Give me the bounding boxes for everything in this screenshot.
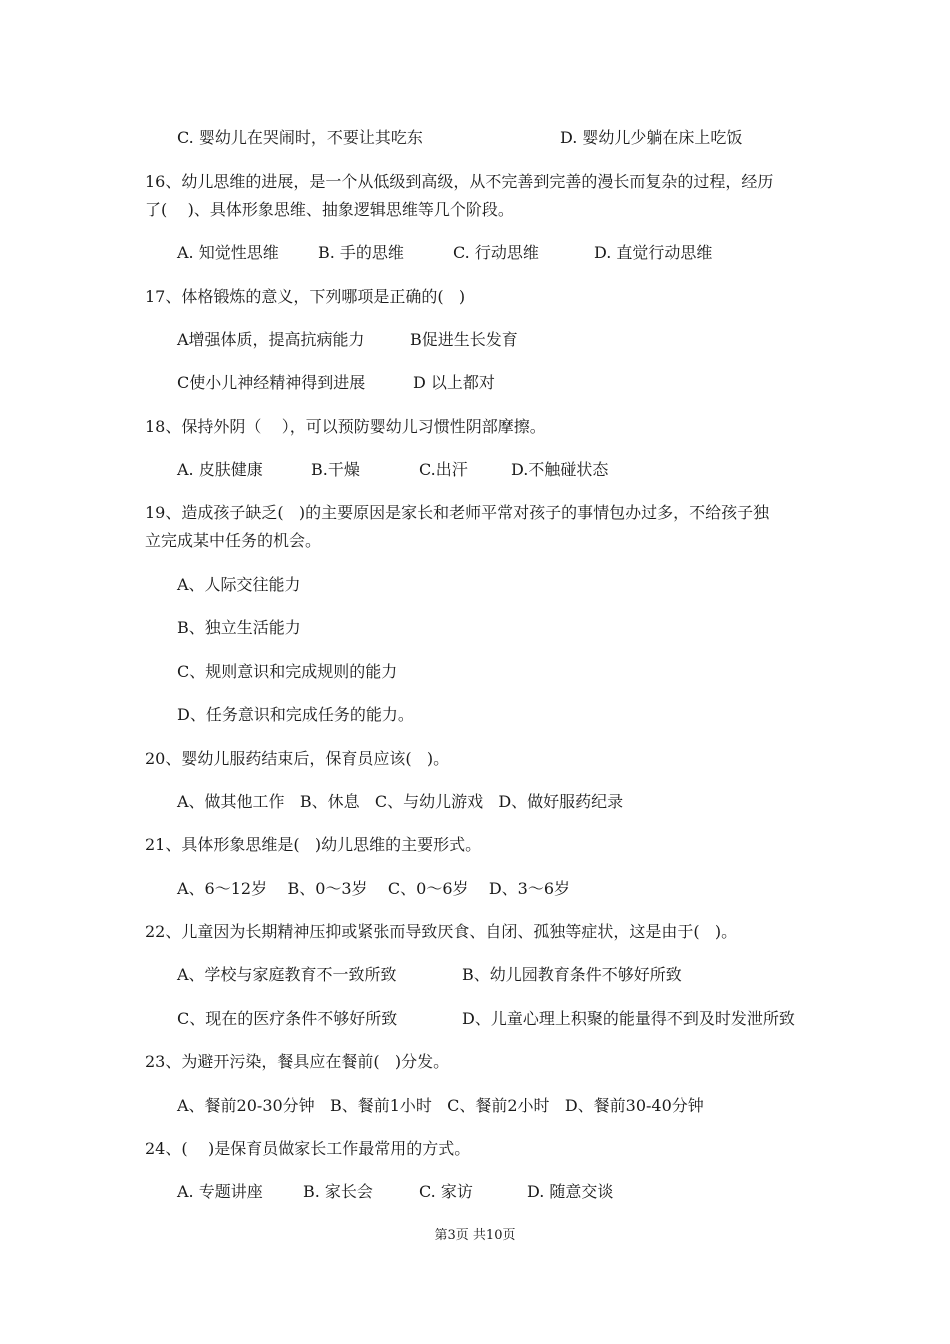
- text-line: B. 家长会: [303, 1182, 373, 1201]
- text-line: 16、幼儿思维的进展，是一个从低级到高级，从不完善到完善的漫长而复杂的过程，经历: [145, 172, 774, 191]
- text-line: C.出汗: [419, 460, 468, 479]
- text-line: C. 行动思维: [453, 243, 539, 262]
- text-line: 22、儿童因为长期精神压抑或紧张而导致厌食、自闭、孤独等症状，这是由于( )。: [145, 922, 738, 941]
- text-line: A. 皮肤健康: [177, 460, 263, 479]
- text-line: B、独立生活能力: [177, 618, 301, 637]
- page-footer: 第3页 共10页: [434, 1228, 516, 1243]
- text-line: C. 家访: [419, 1182, 473, 1201]
- text-line: A、餐前20-30分钟 B、餐前1小时 C、餐前2小时 D、餐前30-40分钟: [177, 1096, 704, 1115]
- text-line: D、儿童心理上积聚的能量得不到及时发泄所致: [462, 1009, 795, 1028]
- text-line: 23、为避开污染，餐具应在餐前( )分发。: [145, 1052, 450, 1071]
- text-line: A、做其他工作 B、休息 C、与幼儿游戏 D、做好服药纪录: [177, 792, 624, 811]
- text-line: C、规则意识和完成规则的能力: [177, 662, 398, 681]
- text-line: B、幼儿园教育条件不够好所致: [462, 965, 682, 984]
- text-line: B促进生长发育: [410, 330, 518, 349]
- text-line: C、现在的医疗条件不够好所致: [177, 1009, 398, 1028]
- text-line: C使小儿神经精神得到进展: [177, 373, 366, 392]
- text-line: A. 专题讲座: [177, 1182, 263, 1201]
- text-line: 18、保持外阴（ ），可以预防婴幼儿习惯性阴部摩擦。: [145, 417, 546, 436]
- text-line: A、学校与家庭教育不一致所致: [177, 965, 397, 984]
- text-line: B. 手的思维: [318, 243, 404, 262]
- text-line: 17、体格锻炼的意义，下列哪项是正确的( ): [145, 287, 466, 306]
- text-line: 24、( )是保育员做家长工作最常用的方式。: [145, 1139, 471, 1158]
- text-line: D.不触碰状态: [511, 460, 609, 479]
- text-line: 19、造成孩子缺乏( )的主要原因是家长和老师平常对孩子的事情包办过多，不给孩子独: [145, 503, 770, 522]
- text-line: C. 婴幼儿在哭闹时，不要让其吃东: [177, 128, 423, 147]
- text-line: 了( )、具体形象思维、抽象逻辑思维等几个阶段。: [145, 200, 514, 219]
- text-line: A、6～12岁 B、0～3岁 C、0～6岁 D、3～6岁: [177, 879, 571, 898]
- text-line: A增强体质，提高抗病能力: [177, 330, 365, 349]
- text-line: 立完成某中任务的机会。: [145, 531, 322, 550]
- text-line: A、人际交往能力: [177, 575, 301, 594]
- text-line: A. 知觉性思维: [177, 243, 279, 262]
- text-line: 20、婴幼儿服药结束后，保育员应该( )。: [145, 749, 450, 768]
- text-line: D. 婴幼儿少躺在床上吃饭: [560, 128, 743, 147]
- text-line: D 以上都对: [413, 373, 495, 392]
- text-line: D. 直觉行动思维: [594, 243, 713, 262]
- text-line: D、任务意识和完成任务的能力。: [177, 705, 414, 724]
- text-line: 21、具体形象思维是( )幼儿思维的主要形式。: [145, 835, 482, 854]
- text-line: B.干燥: [311, 460, 360, 479]
- text-line: D. 随意交谈: [527, 1182, 614, 1201]
